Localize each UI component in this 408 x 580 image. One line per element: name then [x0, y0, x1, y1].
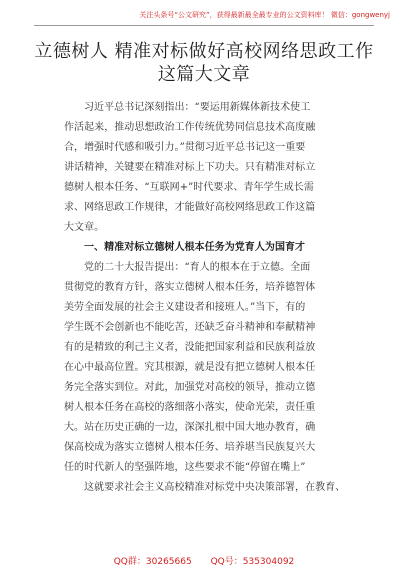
body-line: 求、网络思政工作规律，才能做好高校网络思政工作这篇 [64, 202, 316, 213]
body-line: 习近平总书记深刻指出：“要运用新媒体新技术使工 [84, 102, 311, 113]
body-line: 贯彻党的教育方针，落实立德树人根本任务，培养德智体 [64, 282, 316, 293]
header-divider [34, 25, 374, 26]
body-line: 保高校成为落实立德树人根本任务、培养堪当民族复兴大 [64, 442, 316, 453]
header-banner-text: 关注头条号“公文研究”，获得最新最全最专业的公文资料库！ 微信：gongwenyj [139, 11, 390, 19]
body-line: 有的是精致的利己主义者，没能把国家利益和民族利益放 [64, 342, 316, 353]
body-line: 合，增强时代感和吸引力。”贯彻习近平总书记这一重要 [64, 142, 306, 153]
body-line: 在心中最高位置。究其根源，就是没有把立德树人根本任 [64, 362, 316, 373]
title-line-2: 这篇大文章 [157, 64, 251, 85]
body-line: 作活起来，推动思想政治工作传统优势同信息技术高度融 [64, 122, 316, 133]
header-banner [0, 0, 408, 28]
body-line: 大。站在历史正确的一边，深深扎根中国大地办教育，确 [64, 422, 316, 433]
body-line: 美劳全面发展的社会主义建设者和接班人。”当下，有的 [64, 302, 306, 313]
section-heading: 一、精准对标立德树人根本任务为党育人为国育才 [84, 242, 306, 253]
title-line-1: 立德树人 精准对标做好高校网络思政工作 [34, 41, 374, 62]
body-line: 学生既不会创新也不能吃苦，还缺乏奋斗精神和奉献精神 [64, 322, 316, 333]
document-title [0, 40, 408, 86]
body-line: 任的时代新人的坚强阵地，这些要求不能“停留在嘴上” [64, 462, 306, 473]
document-body [64, 98, 354, 498]
body-line: 务完全落实到位。对此，加强党对高校的领导，推动立德 [64, 382, 316, 393]
body-line: 树人根本任务在高校的落细落小落实，使命光荣，责任重 [64, 402, 316, 413]
body-line: 大文章。 [64, 222, 105, 233]
body-line: 讲话精神，关键要在精准对标上下功夫。只有精准对标立 [64, 162, 316, 173]
footer-contact [0, 556, 408, 568]
footer-qq-group: QQ群：30265665 [113, 557, 192, 567]
footer-qq-number: QQ号：535304092 [210, 557, 295, 567]
body-line: 德树人根本任务、“互联网+”时代要求、青年学生成长需 [64, 182, 314, 193]
body-line: 党的二十大报告提出：“育人的根本在于立德。全面 [84, 262, 311, 273]
body-line: 这就要求社会主义高校精准对标党中央决策部署，在教育、 [84, 482, 346, 493]
